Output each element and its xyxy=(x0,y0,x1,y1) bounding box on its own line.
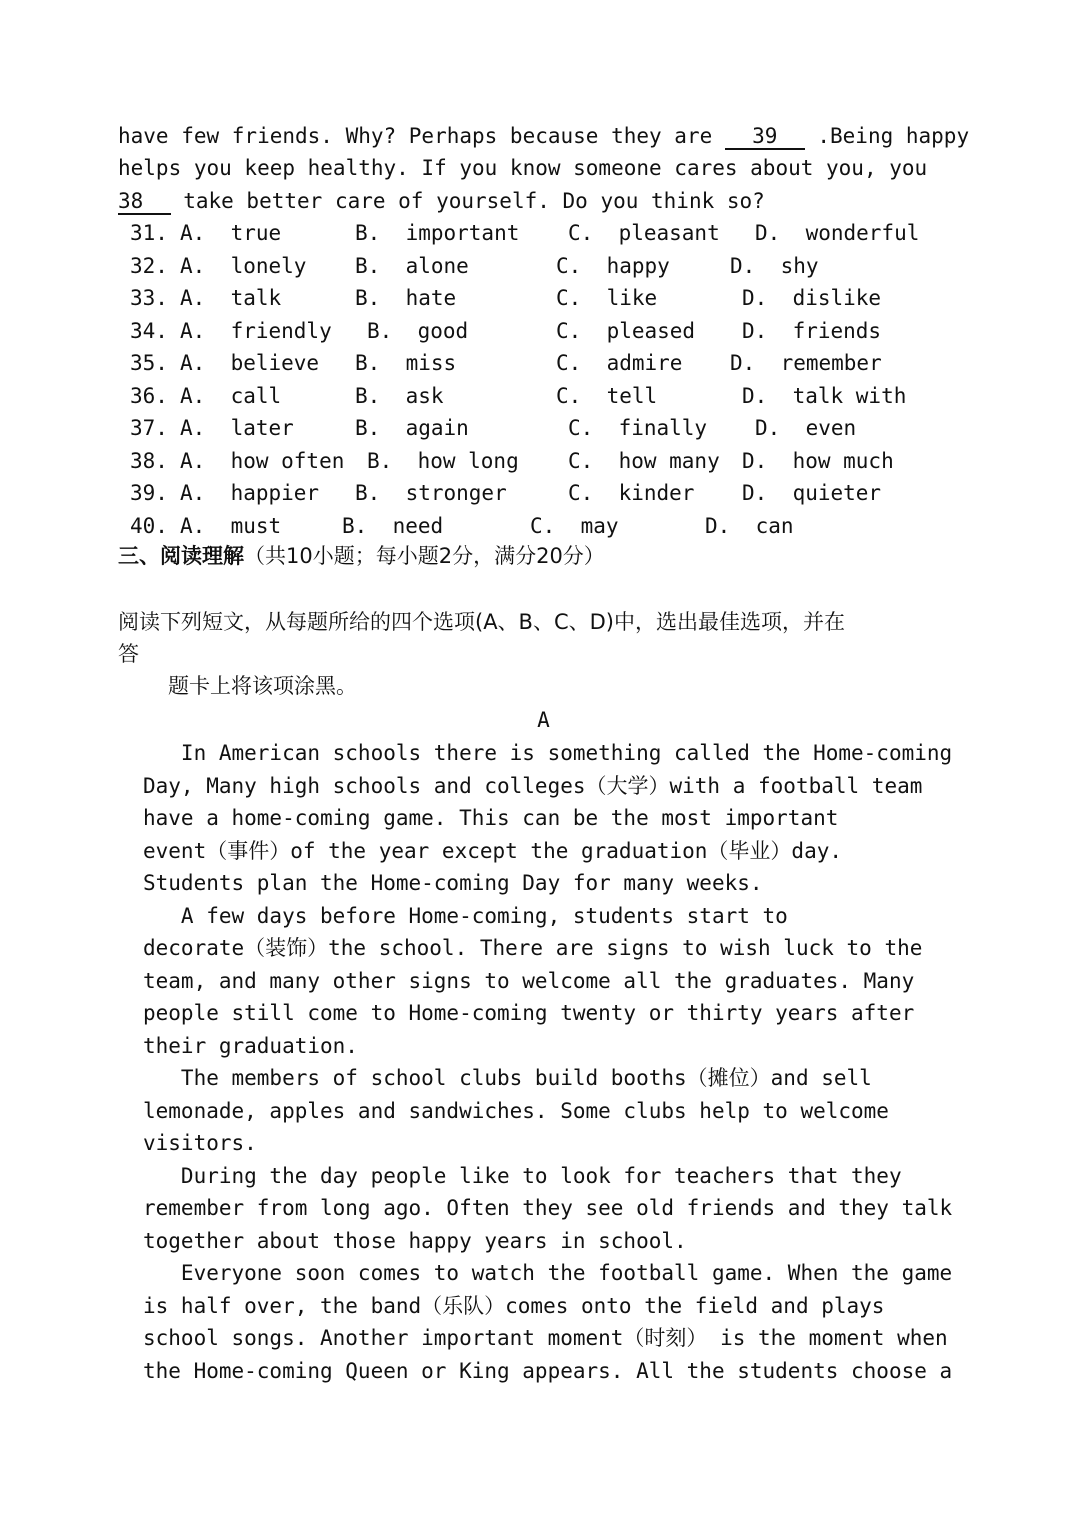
option-c: C. admire xyxy=(556,351,683,375)
option-d: D. wonderful xyxy=(755,221,920,245)
passage-line: visitors. xyxy=(143,1131,257,1155)
option-d: D. dislike xyxy=(742,286,882,310)
option-a: A. happier xyxy=(180,481,320,505)
option-a: A. call xyxy=(180,383,282,408)
passage-line: Day, Many high schools and colleges（大学）with a football team xyxy=(143,773,923,798)
option-b: B. miss xyxy=(355,351,457,375)
option-b: B. stronger xyxy=(355,481,507,505)
question-number: 31. xyxy=(130,221,168,245)
option-c: C. finally xyxy=(568,416,708,440)
option-b: B. important xyxy=(355,221,520,245)
option-d: D. even xyxy=(755,416,857,440)
option-b: B. how long xyxy=(367,448,519,473)
option-d: D. how much xyxy=(742,448,894,473)
option-a: A. talk xyxy=(180,286,282,310)
option-a: A. lonely xyxy=(180,253,307,278)
passage-line: their graduation. xyxy=(143,1033,358,1058)
option-b: B. ask xyxy=(355,383,444,408)
option-d: D. friends xyxy=(742,318,882,343)
option-d: D. quieter xyxy=(742,481,882,505)
option-c: C. tell xyxy=(556,383,658,408)
option-c: C. pleased xyxy=(556,318,696,343)
passage-line: people still come to Home-coming twenty or thirty years after xyxy=(143,1001,915,1025)
blank-39: 39 xyxy=(726,124,803,148)
passage-line: A few days before Home-coming, students start to xyxy=(143,903,788,928)
option-d: D. talk with xyxy=(742,383,907,408)
option-b: B. alone xyxy=(355,253,469,278)
passage-line: have a home-coming game. This can be the most important xyxy=(143,806,839,830)
option-a: A. believe xyxy=(180,351,320,375)
option-c: C. pleasant xyxy=(568,221,720,245)
passage-line: the Home-coming Queen or King appears. All the students choose a xyxy=(143,1358,953,1383)
cloze-text: helps you keep healthy. If you know someone cares about you, you xyxy=(118,156,928,180)
option-b: B. again xyxy=(355,416,469,440)
option-a: A. friendly xyxy=(180,318,332,343)
option-c: C. how many xyxy=(568,448,720,473)
option-a: A. must xyxy=(180,513,282,538)
question-number: 36. xyxy=(130,383,168,408)
passage-label: A xyxy=(537,708,550,732)
option-c: C. kinder xyxy=(568,481,695,505)
passage-line: school songs. Another important moment（时刻） is the moment when xyxy=(143,1326,948,1350)
passage-line: During the day people like to look for teachers that they xyxy=(143,1163,902,1188)
passage-line: together about those happy years in school. xyxy=(143,1228,687,1253)
option-a: A. later xyxy=(180,416,294,440)
blank-38: 38 xyxy=(118,189,169,213)
cloze-line-1 xyxy=(118,120,969,152)
option-a: A. how often xyxy=(180,448,345,473)
option-c: C. happy xyxy=(556,253,670,278)
option-c: C. like xyxy=(556,286,658,310)
cloze-text: .Being happy xyxy=(804,124,970,148)
option-d: D. can xyxy=(705,513,794,538)
passage-line: is half over, the band（乐队）comes onto the field and plays xyxy=(143,1293,885,1318)
option-d: D. remember xyxy=(730,351,882,375)
question-number: 32. xyxy=(130,253,168,278)
passage-line: decorate（装饰）the school. There are signs to wish luck to the xyxy=(143,936,923,960)
section-note: （共10小题；每小题2分，满分20分） xyxy=(244,544,605,568)
option-b: B. need xyxy=(342,513,444,538)
passage-line: In American schools there is something called the Home-coming xyxy=(143,741,953,765)
option-d: D. shy xyxy=(730,253,819,278)
instruction-line-2: 答 xyxy=(118,642,139,666)
cloze-line-2 xyxy=(118,152,927,184)
question-number: 39. xyxy=(130,481,168,505)
question-number: 40. xyxy=(130,513,168,538)
option-b: B. good xyxy=(367,318,469,343)
passage-line: The members of school clubs build booths（摊位）and sell xyxy=(143,1066,872,1090)
question-number: 38. xyxy=(130,448,168,473)
option-c: C. may xyxy=(530,513,619,538)
passage-line: Everyone soon comes to watch the football game. When the game xyxy=(143,1261,953,1285)
instruction-line-1: 阅读下列短文，从每题所给的四个选项(A、B、C、D)中，选出最佳选项，并在 xyxy=(118,610,845,634)
cloze-text: have few friends. Why? Perhaps because they are xyxy=(118,124,725,148)
passage-line: Students plan the Home-coming Day for many weeks. xyxy=(143,871,763,895)
option-a: A. true xyxy=(180,221,282,245)
cloze-line-3 xyxy=(118,185,765,217)
passage-line: event（事件）of the year except the graduation（毕业）day. xyxy=(143,838,843,863)
section-heading xyxy=(118,540,605,572)
section-title: 三、阅读理解 xyxy=(118,544,244,568)
passage-line: lemonade, apples and sandwiches. Some clubs help to welcome xyxy=(143,1098,889,1123)
question-number: 37. xyxy=(130,416,168,440)
question-number: 34. xyxy=(130,318,168,343)
passage-line: team, and many other signs to welcome all the graduates. Many xyxy=(143,968,915,993)
question-number: 33. xyxy=(130,286,168,310)
option-b: B. hate xyxy=(355,286,457,310)
instruction-line-3: 题卡上将该项涂黑。 xyxy=(168,674,357,698)
cloze-text: take better care of yourself. Do you think so? xyxy=(170,189,765,213)
passage-line: remember from long ago. Often they see old friends and they talk xyxy=(143,1196,953,1220)
question-number: 35. xyxy=(130,351,168,375)
